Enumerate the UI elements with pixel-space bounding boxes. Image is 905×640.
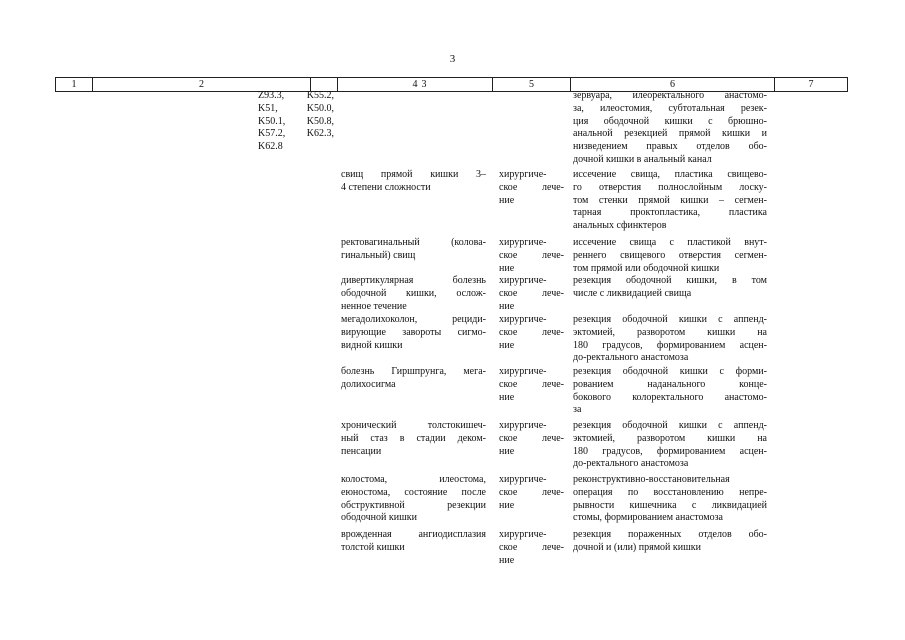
disease-line: ректовагинальный (колова- — [341, 237, 486, 248]
treatment-line: рованием наданального конце- — [573, 378, 767, 390]
treatment-type-cell — [499, 169, 564, 207]
header-col-6: 6 — [570, 78, 774, 91]
treatment-line: иссечение свища, пластика свищево- — [573, 169, 767, 180]
disease-line: пенсации — [341, 445, 382, 457]
treatment-line: том стенки прямой кишки – сегмен- — [573, 194, 767, 206]
disease-line: ненное течение — [341, 300, 407, 312]
diagnosis-code-line: K50.1, K50.8, — [258, 115, 334, 127]
treatment-type-cell — [499, 474, 564, 512]
disease-line: ободочной кишки, ослож- — [341, 287, 486, 299]
treatment-line: резекция ободочной кишки с форми- — [573, 366, 767, 377]
disease-cell — [341, 237, 486, 263]
disease-cell — [341, 314, 486, 352]
intro-treatment — [573, 90, 767, 167]
treatment-line: дочной кишки в анальный канал — [573, 153, 712, 165]
diagnosis-code-line: K51, K50.0, — [258, 102, 334, 114]
treatment-line: эктомией, разворотом кишки на — [573, 432, 767, 444]
treatment-line: числе с ликвидацией свища — [573, 287, 692, 299]
header-col-4: 4 — [337, 78, 492, 91]
treatment-type-cell — [499, 366, 564, 404]
disease-line: 4 степени сложности — [341, 181, 431, 193]
treatment-type-line: хирургиче- — [499, 237, 547, 248]
treatment-line: иссечение свища с пластикой внут- — [573, 237, 767, 248]
treatment-line: тарная проктопластика, пластика — [573, 207, 767, 219]
disease-cell — [341, 366, 486, 392]
treatment-line: реконструктивно-восстановительная — [573, 474, 730, 485]
treatment-type-line: хирургиче- — [499, 366, 547, 377]
header-col-3: 3 — [310, 78, 537, 91]
treatment-type-line: хирургиче- — [499, 314, 547, 325]
treatment-method-cell — [573, 366, 767, 417]
disease-line: вирующие завороты сигмо- — [341, 326, 486, 338]
disease-line: долихосигма — [341, 378, 396, 390]
disease-line: ный стаз в стадии деком- — [341, 432, 486, 444]
treatment-line: резекция ободочной кишки, в том — [573, 275, 767, 286]
treatment-type-line: ние — [499, 339, 515, 351]
treatment-type-line: хирургиче- — [499, 169, 547, 180]
header-col-7: 7 — [774, 78, 848, 91]
treatment-method-cell — [573, 420, 767, 471]
treatment-type-line: ское лече- — [499, 541, 564, 553]
diagnosis-code-line: Z93.3, K55.2, — [258, 90, 334, 101]
disease-line: мегадолихоколон, рециди- — [341, 314, 486, 325]
treatment-line: эктомией, разворотом кишки на — [573, 326, 767, 338]
disease-line: еюностома, состояние после — [341, 486, 486, 498]
disease-line: дивертикулярная болезнь — [341, 275, 486, 286]
disease-line: врожденная ангиодисплазия — [341, 529, 486, 540]
disease-line: колостома, илеостома, — [341, 474, 486, 485]
treatment-line: анальных сфинктеров — [573, 220, 667, 232]
disease-line: свищ прямой кишки 3– — [341, 169, 486, 180]
treatment-type-line: ское лече- — [499, 181, 564, 193]
disease-line: видной кишки — [341, 339, 403, 351]
diagnosis-codes — [258, 90, 334, 154]
treatment-type-line: ское лече- — [499, 378, 564, 390]
treatment-line: дочной и (или) прямой кишки — [573, 541, 702, 553]
diagnosis-code-line: K57.2, K62.3, — [258, 128, 334, 140]
disease-line: гинальный) свищ — [341, 249, 416, 261]
treatment-type-line: ние — [499, 445, 515, 457]
treatment-line: бокового колоректального анастомо- — [573, 391, 767, 403]
disease-cell — [341, 529, 486, 555]
disease-cell — [341, 275, 486, 313]
treatment-line: том прямой или ободочной кишки — [573, 262, 720, 274]
disease-cell — [341, 420, 486, 458]
treatment-line: 180 градусов, формированием асцен- — [573, 445, 767, 457]
treatment-line: 180 градусов, формированием асцен- — [573, 339, 767, 351]
treatment-line: низведением правых отделов обо- — [573, 141, 767, 153]
disease-cell — [341, 474, 486, 525]
header-col-2: 2 — [92, 78, 310, 91]
treatment-method-cell — [573, 275, 767, 301]
treatment-type-line: ние — [499, 300, 515, 312]
treatment-method-cell — [573, 169, 767, 233]
treatment-type-line: ское лече- — [499, 432, 564, 444]
treatment-line: за — [573, 404, 582, 416]
disease-cell — [341, 169, 486, 195]
disease-line: хронический толстокишеч- — [341, 420, 486, 431]
treatment-type-line: хирургиче- — [499, 420, 547, 431]
treatment-type-line: ние — [499, 262, 515, 274]
treatment-type-line: хирургиче- — [499, 474, 547, 485]
treatment-type-line: ние — [499, 391, 515, 403]
treatment-type-line: хирургиче- — [499, 529, 547, 540]
treatment-type-cell — [499, 237, 564, 275]
page-number: 3 — [449, 53, 456, 65]
treatment-line: резекция ободочной кишки с аппенд- — [573, 314, 767, 325]
treatment-line: резекция ободочной кишки с аппенд- — [573, 420, 767, 431]
treatment-type-line: хирургиче- — [499, 275, 547, 286]
treatment-type-line: ское лече- — [499, 486, 564, 498]
treatment-type-cell — [499, 314, 564, 352]
treatment-method-cell — [573, 474, 767, 525]
disease-line: болезнь Гиршпрунга, мега- — [341, 366, 486, 377]
treatment-line: го отверстия полнослойным лоску- — [573, 181, 767, 193]
treatment-line: реннего свищевого отверстия сегмен- — [573, 249, 767, 261]
treatment-type-cell — [499, 420, 564, 458]
treatment-type-line: ское лече- — [499, 287, 564, 299]
treatment-line: до-ректального анастомоза — [573, 458, 689, 470]
treatment-type-line: ское лече- — [499, 326, 564, 338]
treatment-type-line: ское лече- — [499, 249, 564, 261]
diagnosis-code-line: K62.8 — [258, 141, 283, 153]
disease-line: толстой кишки — [341, 541, 405, 553]
treatment-line: до-ректального анастомоза — [573, 352, 689, 364]
treatment-line: стомы, формированием анастомоза — [573, 512, 723, 524]
treatment-method-cell — [573, 237, 767, 275]
treatment-line: рывности кишечника с ликвидацией — [573, 499, 767, 511]
treatment-type-line: ние — [499, 194, 515, 206]
treatment-type-cell — [499, 275, 564, 313]
treatment-line: зервуара, илеоректального анастомо- — [573, 90, 767, 101]
header-col-1: 1 — [55, 78, 92, 91]
treatment-line: ция ободочной кишки с брюшно- — [573, 115, 767, 127]
header-col-5: 5 — [492, 78, 570, 91]
treatment-type-line: ние — [499, 554, 515, 566]
treatment-line: операция по восстановлению непре- — [573, 486, 767, 498]
treatment-type-cell — [499, 529, 564, 567]
treatment-method-cell — [573, 529, 767, 555]
treatment-line: резекция пораженных отделов обо- — [573, 529, 767, 540]
disease-line: ободочной кишки — [341, 512, 417, 524]
treatment-line: анальной резекцией прямой кишки и — [573, 128, 767, 140]
treatment-method-cell — [573, 314, 767, 365]
treatment-type-line: ние — [499, 499, 515, 511]
treatment-line: за, илеостомия, субтотальная резек- — [573, 102, 767, 114]
disease-line: обструктивной резекции — [341, 499, 486, 511]
